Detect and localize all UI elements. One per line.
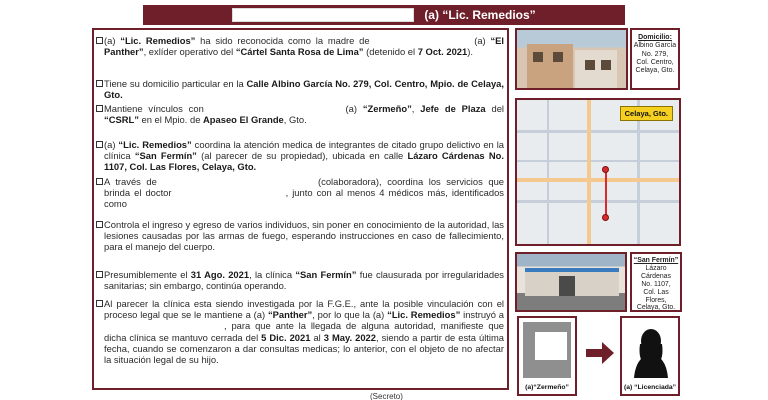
clinic-line: Lázaro xyxy=(645,264,667,272)
text: coordina la atención medica de integrantes de citado grupo delictivo en la clínica xyxy=(104,139,505,162)
address-line: No. 279, xyxy=(641,50,669,58)
text: A través de xyxy=(104,176,163,187)
person-photo xyxy=(523,322,571,378)
bullet-item xyxy=(104,103,504,125)
text: en el Mpio. de xyxy=(138,114,204,126)
text: instruyó a xyxy=(460,309,505,321)
text: , junto con al menos 4 médicos más, identificados como xyxy=(104,187,504,210)
city-map xyxy=(515,98,681,246)
text: (detenido el xyxy=(363,46,418,58)
text: (a) xyxy=(469,35,491,46)
checkbox-icon xyxy=(96,221,103,228)
person-caption: (a) “Licenciada” xyxy=(623,384,677,391)
text: Presumiblemente el xyxy=(104,269,191,280)
bold-text: “Cártel Santa Rosa de Lima” xyxy=(235,46,364,58)
bold-text: “Panther” xyxy=(267,309,313,321)
page-title: (a) “Lic. Remedios” xyxy=(424,8,536,22)
text: fue clausurada por irregularidades sanitarias; sin embargo, continúa operando. xyxy=(104,269,504,292)
location-pin-icon xyxy=(602,166,609,173)
header-bar xyxy=(143,5,625,25)
text: del xyxy=(485,103,505,114)
bold-text: “Lic. Remedios” xyxy=(118,139,192,150)
bullet-item xyxy=(104,298,504,365)
checkbox-icon xyxy=(96,37,103,44)
text: Tiene su domicilio particular en la xyxy=(104,78,247,89)
bold-text: 3 May. 2022 xyxy=(323,331,376,343)
bold-text: “Lic. Remedios” xyxy=(120,35,196,46)
text: Controla el ingreso y egreso de varios individuos, sin poner en conocimiento de la autoridad, las lesiones causadas por las armas de fuego, esperando instrucciones en caso de fallecimiento, para el manejo del cuerpo. xyxy=(104,219,504,253)
text: ). xyxy=(467,46,473,58)
bold-text: “El Panther” xyxy=(104,35,504,58)
address-label: Domicilio: xyxy=(638,34,672,41)
bullet-item xyxy=(104,219,504,253)
clinic-line: Col. Las Flores, xyxy=(643,288,669,304)
clinic-label: “San Fermín” xyxy=(633,257,679,264)
address-card xyxy=(630,28,680,90)
house-photo xyxy=(515,28,628,90)
bullet-list-box xyxy=(92,28,509,390)
text: , exlíder operativo del xyxy=(143,46,236,58)
bold-text: Lázaro Cárdenas No. 1107, Col. Las Flores, Celaya, Gto. xyxy=(104,150,504,173)
redacted-text xyxy=(176,188,286,196)
bold-text: “Zermeño” xyxy=(362,103,412,114)
bold-text: “San Fermín” xyxy=(295,269,357,280)
person-silhouette-icon xyxy=(630,326,672,378)
bold-text: “CSRL” xyxy=(104,114,139,126)
text: , siendo a partir de esta última fecha, cuando se comenzaron a dar consultas medicas; lo anterior, con el objeto de no afectar la situación legal de su hijo. xyxy=(104,331,504,366)
route-line xyxy=(605,170,607,218)
bullet-item xyxy=(104,78,504,100)
text: (a) xyxy=(339,103,363,114)
checkbox-icon xyxy=(96,300,103,307)
person-card-licenciada xyxy=(620,316,680,396)
arrow-right-icon xyxy=(586,342,614,364)
bold-text: Jefe de Plaza xyxy=(420,103,486,114)
checkbox-icon xyxy=(96,80,103,87)
text: , la clínica xyxy=(249,269,296,280)
checkbox-icon xyxy=(96,271,103,278)
address-line: Celaya, Gto. xyxy=(635,67,675,75)
text: , para que ante la llegada de alguna autoridad, manifieste que dicha clínica se mantuvo cerrada del xyxy=(104,320,504,343)
classification-footer: (Secreto) xyxy=(370,392,403,400)
text: (colaboradora), coordina los servicios que brinda el doctor xyxy=(104,176,504,199)
clinic-card xyxy=(630,252,682,312)
clinic-line: Cárdenas xyxy=(641,272,671,280)
person-caption: (a)“Zermeño” xyxy=(525,384,569,391)
text: Mantiene vínculos con xyxy=(104,103,210,114)
clinic-line: No. 1107, xyxy=(641,280,671,288)
text: (a) xyxy=(104,35,121,46)
bold-text: 7 Oct. 2021 xyxy=(417,46,468,58)
text: (al parecer de su propiedad), ubicada en calle xyxy=(196,150,408,162)
text: , xyxy=(411,103,421,114)
bold-text: “Lic. Remedios” xyxy=(387,309,461,321)
redacted-text xyxy=(130,199,230,207)
redacted-text xyxy=(104,321,224,329)
bullet-item xyxy=(104,139,504,173)
text: , Gto. xyxy=(283,114,307,126)
bullet-item xyxy=(104,269,504,291)
text: , por lo que la (a) xyxy=(312,309,388,321)
redacted-text xyxy=(374,36,469,44)
clinic-photo xyxy=(515,252,627,312)
map-city-label: Celaya, Gto. xyxy=(620,106,673,121)
redacted-text xyxy=(210,104,340,112)
address-line: Col. Centro, xyxy=(636,58,674,66)
person-card-zermeno xyxy=(517,316,577,396)
checkbox-icon xyxy=(96,105,103,112)
text: ha sido reconocida como la madre de xyxy=(195,35,375,46)
location-pin-icon xyxy=(602,214,609,221)
checkbox-icon xyxy=(96,178,103,185)
redacted-name xyxy=(232,8,414,22)
bold-text: 31 Ago. 2021 xyxy=(190,269,250,280)
checkbox-icon xyxy=(96,141,103,148)
redacted-face xyxy=(535,332,567,360)
bold-text: “San Fermín” xyxy=(134,150,197,162)
text: (a) xyxy=(104,139,119,150)
text: al xyxy=(310,331,324,343)
address-line: Albino García xyxy=(633,42,677,50)
bold-text: 5 Dic. 2021 xyxy=(261,331,311,343)
redacted-text xyxy=(162,177,312,185)
bullet-item xyxy=(104,35,504,57)
bold-text: Apaseo El Grande xyxy=(203,114,284,126)
bold-text: Calle Albino García No. 279, Col. Centro, Mpio. de Celaya, Gto. xyxy=(104,78,505,101)
text: Al parecer la clínica esta siendo investigada por la F.G.E., ante la posible vinculación con el proceso legal que se le mantiene a (a) xyxy=(104,298,504,321)
clinic-line: Celaya, Gto. xyxy=(636,304,676,312)
bullet-item xyxy=(104,176,504,210)
